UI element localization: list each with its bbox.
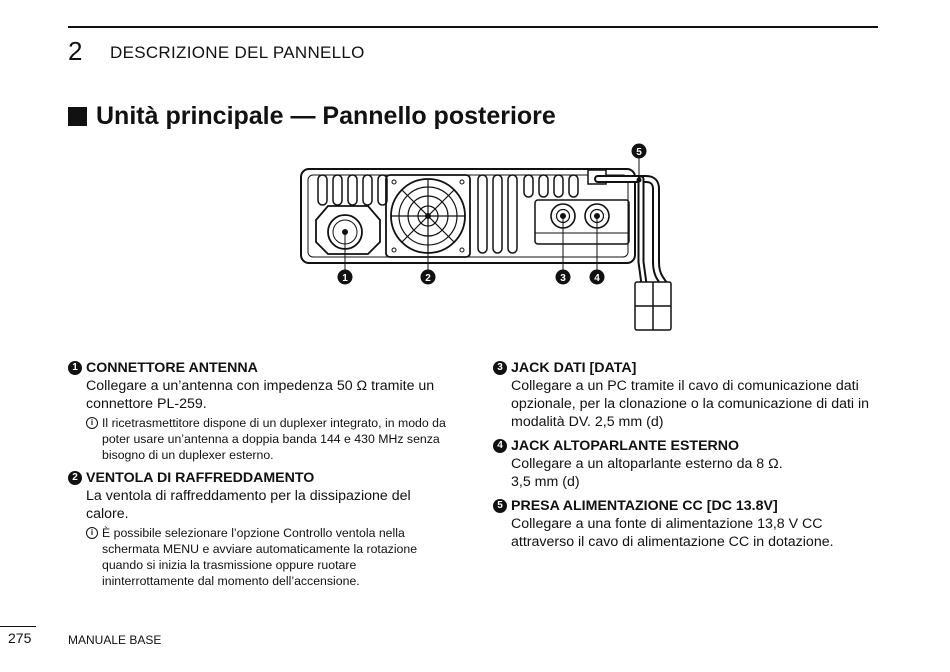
- item-note-text: Il ricetrasmettitore dispone di un duplexer integrato, in modo da poter usare un’antenna a doppia banda 144 e 430 MHz senza bisogno di un duplexer esterno.: [102, 416, 446, 462]
- item-cooling-fan: [68, 469, 448, 589]
- section-title-text: Unità principale — Pannello posteriore: [96, 102, 556, 130]
- section-title: [68, 102, 556, 131]
- item-title: VENTOLA DI RAFFREDDAMENTO: [86, 470, 315, 486]
- item-marker: 5: [493, 499, 507, 513]
- svg-text:1: 1: [342, 273, 348, 284]
- header-rule: [68, 26, 878, 28]
- callout-1: [338, 270, 353, 285]
- rear-panel-diagram: [298, 142, 688, 338]
- svg-text:5: 5: [636, 147, 642, 158]
- item-marker: 4: [493, 439, 507, 453]
- item-marker: 1: [68, 361, 82, 375]
- callout-3: [556, 270, 571, 285]
- square-bullet-icon: [68, 107, 87, 126]
- item-description: La ventola di raffreddamento per la dissipazione del calore.: [86, 488, 411, 522]
- chapter-number: 2: [68, 36, 83, 66]
- svg-text:3: 3: [560, 273, 566, 284]
- callout-2: [421, 270, 436, 285]
- page-number: 275: [8, 630, 32, 646]
- item-description: Collegare a un altoparlante esterno da 8 Ω.: [511, 456, 783, 472]
- item-note: [86, 525, 448, 589]
- item-marker: 2: [68, 471, 82, 485]
- item-antenna-connector: [68, 359, 448, 463]
- callout-5: [632, 144, 647, 159]
- footer-title: MANUALE BASE: [68, 633, 162, 647]
- item-description: Collegare a un PC tramite il cavo di comunicazione dati opzionale, per la clonazione o la comunicazione di dati in modalità DV. 2,5 mm (d): [511, 378, 870, 430]
- item-marker: 3: [493, 361, 507, 375]
- info-icon: i: [86, 527, 98, 539]
- item-dc-power-socket: [493, 497, 873, 551]
- item-title: CONNETTORE ANTENNA: [86, 360, 258, 376]
- right-column: [493, 359, 873, 557]
- dc-power-plug: [635, 282, 671, 330]
- item-description-size: 3,5 mm (d): [511, 474, 580, 490]
- item-title: JACK DATI [DATA]: [511, 360, 637, 376]
- item-external-speaker-jack: [493, 437, 873, 491]
- chapter-title: DESCRIZIONE DEL PANNELLO: [110, 43, 365, 62]
- footer-rule: [0, 626, 36, 627]
- svg-text:2: 2: [425, 273, 431, 284]
- item-note: [86, 415, 448, 463]
- callout-4: [590, 270, 605, 285]
- info-icon: i: [86, 417, 98, 429]
- item-description: Collegare a una fonte di alimentazione 13,8 V CC attraverso il cavo di alimentazione CC in dotazione.: [511, 516, 834, 550]
- item-description: Collegare a un’antenna con impedenza 50 Ω tramite un connettore PL-259.: [86, 378, 435, 412]
- left-column: [68, 359, 448, 595]
- item-title: PRESA ALIMENTAZIONE CC [DC 13.8V]: [511, 498, 778, 514]
- item-data-jack: [493, 359, 873, 431]
- item-title: JACK ALTOPARLANTE ESTERNO: [511, 438, 740, 454]
- item-note-text: È possibile selezionare l’opzione Controllo ventola nella schermata MENU e avviare automaticamente la rotazione quando si inizia la trasmissione oppure ruotare ininterrottamente dal momento dell’accensione.: [102, 526, 418, 588]
- svg-text:4: 4: [594, 273, 600, 284]
